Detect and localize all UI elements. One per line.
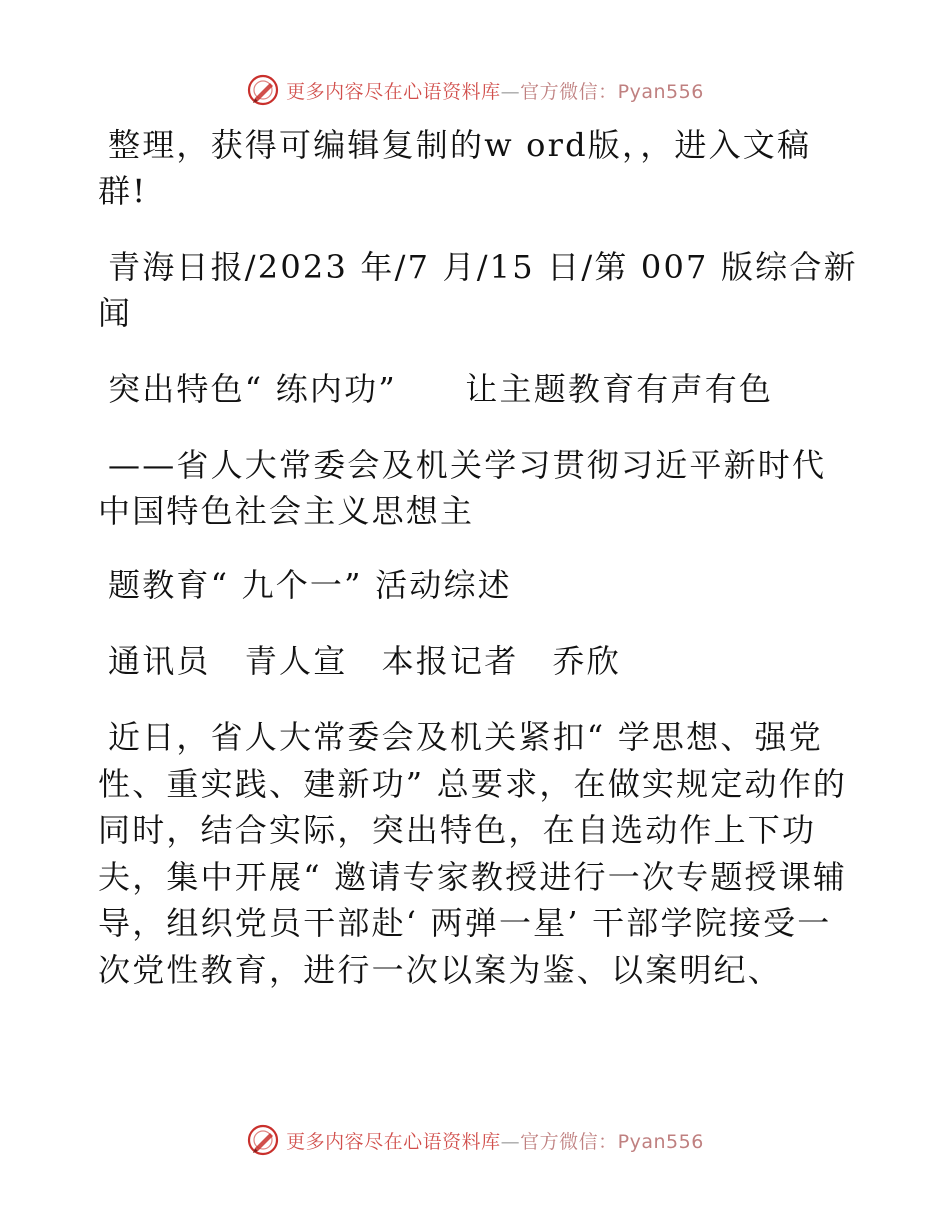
watermark-separator: —	[500, 1130, 521, 1153]
article-subtitle: ——省人大常委会及机关学习贯彻习近平新时代中国特色社会主义思想主	[98, 446, 827, 530]
header-watermark	[0, 70, 950, 110]
pen-logo-icon	[246, 1123, 280, 1157]
footer-watermark	[0, 1120, 950, 1160]
watermark-separator: —	[500, 80, 521, 103]
article-subtitle-continued: 题教育“ 九个一” 活动综述	[108, 566, 512, 604]
watermark-wechat-text: 官方微信：Pyan556	[520, 1130, 704, 1153]
article-title: 突出特色“ 练内功” 让主题教育有声有色	[108, 370, 774, 408]
watermark-main-text: 更多内容尽在心语资料库	[286, 80, 501, 103]
watermark-main-text: 更多内容尽在心语资料库	[286, 1130, 501, 1153]
byline: 通讯员 青人宣 本报记者 乔欣	[108, 642, 622, 680]
intro-line: 整理，获得可编辑复制的w ord版，，进入文稿群!	[98, 126, 812, 210]
pen-logo-icon	[246, 73, 280, 107]
document-body	[98, 122, 858, 993]
body-paragraph: 近日，省人大常委会及机关紧扣“ 学思想、强党性、重实践、建新功” 总要求，在做实规定动作的同时，结合实际，突出特色，在自选动作上下功夫，集中开展“ 邀请专家教授进行一次专题授课辅导，组织党员干部赴‘ 两弹一星’ 干部学院接受一次党性教育，进行一次以案为鉴、以案明纪、	[98, 718, 848, 989]
watermark-wechat-text: 官方微信：Pyan556	[520, 80, 704, 103]
source-line: 青海日报/2023 年/7 月/15 日/第 007 版综合新闻	[98, 248, 858, 332]
